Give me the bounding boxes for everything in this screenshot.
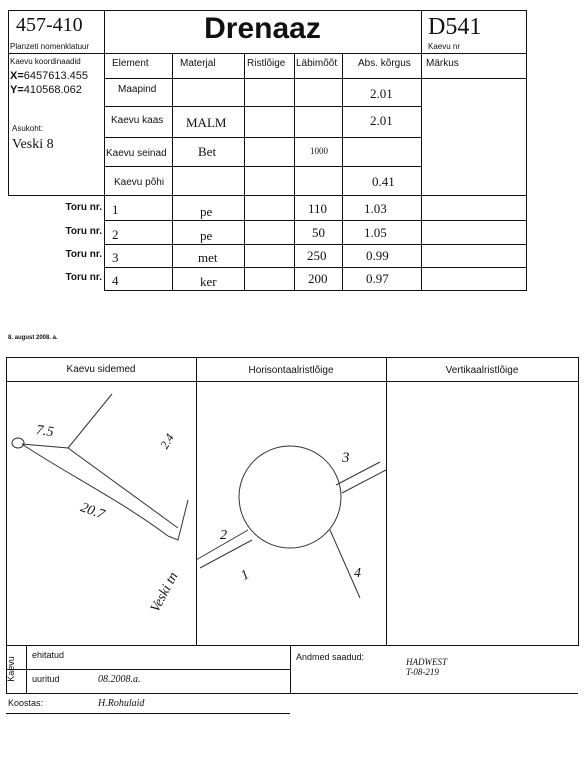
row-material-cover: MALM — [186, 115, 227, 130]
row-element-cover: Kaevu kaas — [111, 115, 164, 126]
pipe-diameter-3: 250 — [307, 248, 327, 263]
row-diameter-walls: 1000 — [310, 146, 328, 156]
col-element: Element — [112, 58, 149, 69]
well-marker-icon — [12, 438, 24, 448]
link-line-d — [168, 500, 188, 540]
pipe-height-1: 1.03 — [364, 201, 387, 216]
street-label: Veski tn — [148, 569, 182, 616]
link-line-c — [22, 444, 168, 536]
y-label: Y= — [10, 84, 24, 96]
coords-label: Kaevu koordinaadid — [10, 57, 81, 66]
pipe-height-4: 0.97 — [366, 271, 389, 286]
pipe-label-1: Toru nr. — [65, 202, 102, 213]
pipe-no-3: 3 — [112, 250, 119, 265]
row-element-bottom: Kaevu põhi — [114, 177, 165, 188]
pipe-material-1: pe — [200, 204, 213, 219]
col-cross: Ristlõige — [247, 58, 286, 69]
x-label: X= — [10, 70, 24, 82]
section-links: Kaevu sidemed — [66, 364, 136, 375]
pipe-no-4: 4 — [112, 273, 119, 288]
pipe3-label: 3 — [342, 450, 350, 466]
page-title: Drenaaz — [204, 12, 321, 45]
footer-side-label: Kaevu — [5, 656, 16, 682]
source-label: Andmed saadud: — [296, 652, 365, 662]
dist-a-label: 7.5 — [35, 422, 55, 441]
col-height: Abs. kõrgus — [358, 58, 411, 69]
row-height-cover: 2.01 — [370, 113, 393, 128]
author-value: H.Rohulaid — [98, 698, 145, 709]
surveyed-value: 08.2008.a. — [98, 674, 141, 685]
row-height-bottom: 0.41 — [372, 174, 395, 189]
pipe2-line-b — [200, 540, 252, 568]
row-element-walls: Kaevu seinad — [106, 148, 167, 159]
source-value-2: T-08-219 — [406, 667, 439, 677]
location-label: Asukoht: — [12, 124, 44, 133]
surveyed-label: uuritud — [32, 674, 60, 684]
pipe-label-4: Toru nr. — [65, 272, 102, 283]
section-horizontal: Horisontaalristlõige — [248, 365, 334, 376]
col-diameter: Läbimõõt — [296, 58, 338, 69]
pipe-material-2: pe — [200, 228, 213, 243]
date-note: 8. august 2008. a. — [8, 335, 58, 341]
built-label: ehitatud — [32, 650, 65, 660]
pipe4-label: 4 — [354, 566, 361, 581]
sheet-number: 457-410 — [16, 14, 83, 36]
link-line-a — [68, 394, 112, 448]
y-coordinate — [10, 84, 82, 96]
author-label: Koostas: — [8, 698, 44, 708]
pipe-label-2: Toru nr. — [65, 226, 102, 237]
source-value-1: HADWEST — [406, 657, 447, 667]
row-element-ground: Maapind — [118, 84, 157, 95]
pipe-material-4: ker — [200, 274, 217, 289]
well-label: Kaevu nr — [428, 42, 461, 51]
location-value: Veski 8 — [12, 137, 54, 152]
pipe-no-1: 1 — [112, 202, 119, 217]
x-coordinate — [10, 70, 88, 82]
pipe-diameter-4: 200 — [308, 271, 328, 286]
section-vertical: Vertikaalristlõige — [445, 365, 519, 376]
col-material: Materjal — [180, 58, 216, 69]
dist-c-label: 2.4 — [157, 431, 177, 452]
pipe-label-3: Toru nr. — [65, 249, 102, 260]
well-id: D541 — [428, 14, 482, 40]
pipe-height-2: 1.05 — [364, 225, 387, 240]
dist-b-label: 20.7 — [78, 500, 107, 523]
row-height-ground: 2.01 — [370, 86, 393, 101]
pipe-diameter-1: 110 — [308, 201, 328, 216]
sheet-label: Planzeti nomenklatuur — [10, 42, 90, 51]
pipe-height-3: 0.99 — [366, 248, 389, 263]
well-circle — [239, 446, 341, 548]
pipe1-label: 1 — [238, 567, 253, 584]
y-value: 410568.062 — [23, 84, 82, 96]
row-material-walls: Bet — [198, 144, 217, 159]
pipe-no-2: 2 — [112, 227, 119, 242]
pipe-material-3: met — [198, 250, 218, 265]
x-value: 6457613.455 — [23, 70, 88, 82]
col-note: Märkus — [426, 58, 459, 69]
pipe4-line — [330, 530, 360, 598]
pipe2-label: 2 — [220, 528, 227, 543]
pipe-diameter-2: 50 — [312, 225, 325, 240]
